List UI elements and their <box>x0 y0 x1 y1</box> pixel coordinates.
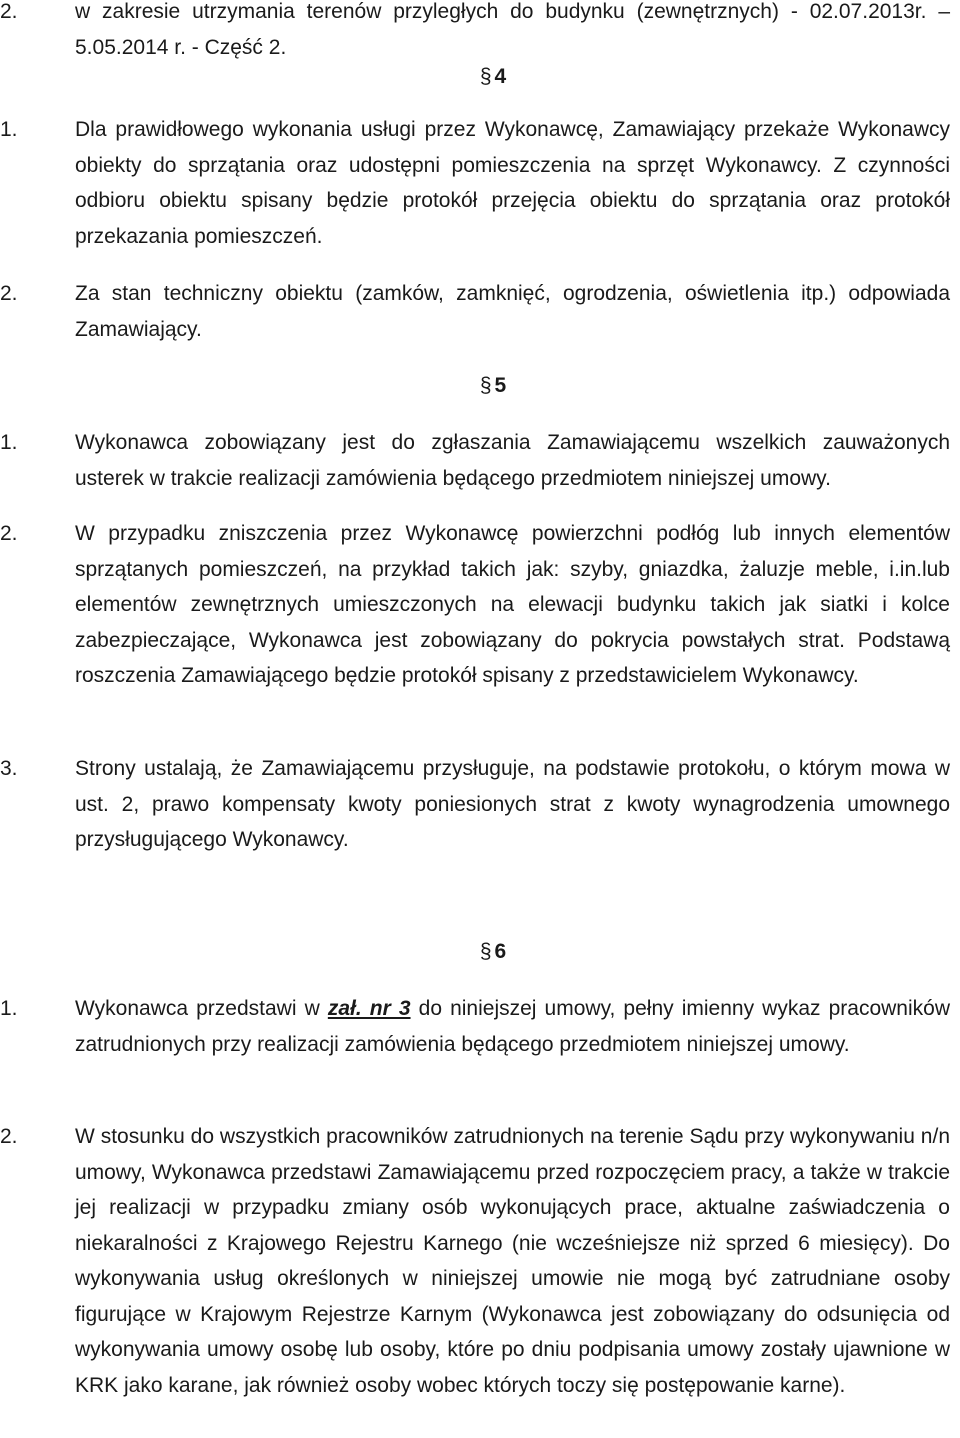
item-number: 1. <box>0 431 18 454</box>
item-text-before: Wykonawca przedstawi w <box>75 997 328 1020</box>
list-item <box>0 516 954 694</box>
section-heading <box>0 934 960 970</box>
item-text: W przypadku zniszczenia przez Wykonawcę powierzchni podłóg lub innych elementów sprzątanych pomieszczeń, na przykład takich jak: szyby, gniazdka, żaluzje meble, i.in.lub elementów zewnętrznych umieszczonych na elewacji budynku takich jak siatki i kolce zabezpieczające, Wykonawca jest zobowiązany do pokrycia powstałych strat. Podstawą roszczenia Zamawiającego będzie protokół spisany z przedstawicielem Wykonawcy. <box>75 522 950 687</box>
item-text: Za stan techniczny obiektu (zamków, zamknięć, ogrodzenia, oświetlenia itp.) odpowiada Zamawiający. <box>75 282 950 341</box>
item-number: 2. <box>0 522 18 545</box>
item-text-after: do niniejszej umowy, pełny imienny wykaz pracowników zatrudnionych przy realizacji zamówienia będącego przedmiotem niniejszej umowy. <box>75 997 950 1056</box>
section-heading <box>0 368 960 404</box>
item-text: W stosunku do wszystkich pracowników zatrudnionych na terenie Sądu przy wykonywaniu n/n umowy, Wykonawca przedstawi Zamawiającemu przed rozpoczęciem pracy, a także w trakcie jej realizacji w przypadku zmiany osób wykonujących prace, aktualne zaświadczenia o niekaralności z Krajowego Rejestru Karnego (nie wcześniejsze niż sprzed 6 miesięcy). Do wykonywania usług określonych w niniejszej umowie nie mogą być zatrudniane osoby figurujące w Krajowym Rejestrze Karnym (Wykonawca jest zobowiązany do odsunięcia od wykonywania umowy osobę lub osoby, które po dniu podpisania umowy zostały ujawnione w KRK jako karane, jak również osoby wobec których toczy się postępowanie karne). <box>75 1125 950 1397</box>
section-symbol: § <box>479 374 492 397</box>
item-number: 3. <box>0 757 18 780</box>
list-item <box>0 276 954 347</box>
section-number: 6 <box>494 940 507 963</box>
item-number: 2. <box>0 0 18 23</box>
section-symbol: § <box>479 940 492 963</box>
list-item <box>0 991 954 1062</box>
list-item <box>0 751 954 858</box>
item-number: 1. <box>0 118 18 141</box>
item-text <box>75 991 954 1062</box>
section-number: 4 <box>494 65 507 88</box>
list-item <box>0 112 954 254</box>
item-number: 1. <box>0 997 18 1020</box>
attachment-reference: zał. nr 3 <box>327 997 411 1020</box>
item-text: Dla prawidłowego wykonania usługi przez Wykonawcę, Zamawiający przekaże Wykonawcy obiekty do sprzątania oraz udostępni pomieszczenia na sprzęt Wykonawcy. Z czynności odbioru obiektu spisany będzie protokół przejęcia obiektu do sprzątania oraz protokół przekazania pomieszczeń. <box>75 118 950 248</box>
list-item <box>0 1119 954 1403</box>
list-item <box>0 425 954 496</box>
section-symbol: § <box>479 65 492 88</box>
section-number: 5 <box>494 374 507 397</box>
item-text: Wykonawca zobowiązany jest do zgłaszania Zamawiającemu wszelkich zauważonych usterek w trakcie realizacji zamówienia będącego przedmiotem niniejszej umowy. <box>75 431 950 490</box>
item-number: 2. <box>0 282 18 305</box>
section-heading <box>0 59 960 95</box>
item-text: w zakresie utrzymania terenów przyległych do budynku (zewnętrznych) - 02.07.2013r. – 5.05.2014 r. - Część 2. <box>75 0 950 59</box>
item-text: Strony ustalają, że Zamawiającemu przysługuje, na podstawie protokołu, o którym mowa w ust. 2, prawo kompensaty kwoty poniesionych strat z kwoty wynagrodzenia umownego przysługującego Wykonawcy. <box>75 757 950 851</box>
item-number: 2. <box>0 1125 18 1148</box>
list-item <box>0 0 954 65</box>
